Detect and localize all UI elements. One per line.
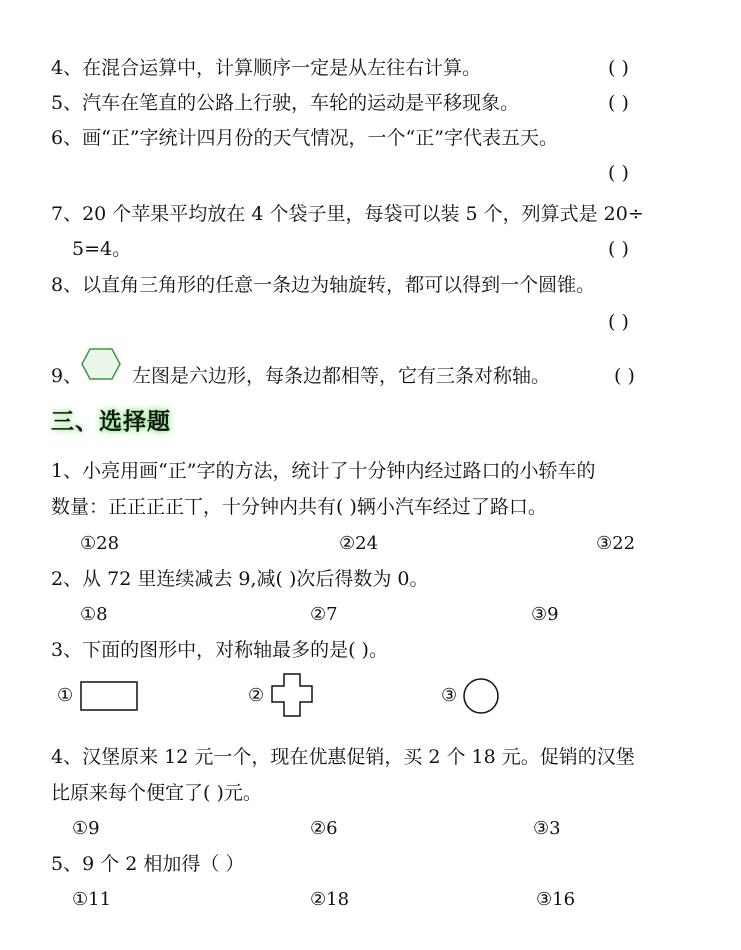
- choice-q1-line2: 数量：正正正正丅，十分钟内共有( )辆小汽车经过了路口。: [51, 496, 547, 518]
- judge-q9-num: 9、: [51, 365, 83, 387]
- choice-q5-text: 5、9 个 2 相加得（ ）: [51, 853, 245, 875]
- choice-q4-option-2: ②6: [310, 818, 338, 839]
- choice-q5-option-3: ③16: [536, 889, 576, 910]
- choice-q1-option-3: ③22: [596, 533, 636, 554]
- choice-q2-text: 2、从 72 里连续减去 9,减( )次后得数为 0。: [51, 568, 429, 590]
- judge-q5-paren: ( ): [608, 92, 629, 114]
- judge-q7-text: 7、20 个苹果平均放在 4 个袋子里，每袋可以装 5 个，列算式是 20÷: [51, 203, 644, 225]
- judge-q4-text: 4、在混合运算中，计算顺序一定是从左往右计算。: [51, 57, 482, 79]
- judge-q5-text: 5、汽车在笔直的公路上行驶，车轮的运动是平移现象。: [51, 92, 520, 114]
- choice-q2-option-1: ①8: [80, 604, 108, 625]
- judge-q8-paren: ( ): [608, 311, 629, 333]
- choice-q2-option-2: ②7: [310, 604, 338, 625]
- choice-q3-option-1: ①: [57, 685, 74, 706]
- choice-q3-option-3: ③: [441, 685, 458, 706]
- choice-q1-line1: 1、小亮用画“正”字的方法，统计了十分钟内经过路口的小轿车的: [51, 460, 596, 482]
- judge-q7-text2: 5=4。: [72, 238, 132, 260]
- judge-q6-paren: ( ): [608, 162, 629, 184]
- choice-q4-option-3: ③3: [533, 818, 561, 839]
- judge-q7-paren: ( ): [608, 238, 629, 260]
- choice-q1-option-1: ①28: [80, 533, 120, 554]
- section-three-heading: 三、选择题: [51, 408, 171, 435]
- choice-q3-option-2: ②: [248, 685, 265, 706]
- choice-q5-option-2: ②18: [310, 889, 350, 910]
- circle-icon: [462, 677, 502, 717]
- choice-q3-text: 3、下面的图形中，对称轴最多的是( )。: [51, 639, 388, 661]
- rectangle-icon: [80, 679, 140, 713]
- judge-q4-paren: ( ): [608, 57, 629, 79]
- choice-q1-option-2: ②24: [339, 533, 379, 554]
- judge-q6-text: 6、画“正”字统计四月份的天气情况，一个“正”字代表五天。: [51, 127, 558, 149]
- choice-q4-line2: 比原来每个便宜了( )元。: [51, 782, 262, 804]
- cross-icon: [270, 672, 316, 718]
- judge-q8-text: 8、以直角三角形的任意一条边为轴旋转，都可以得到一个圆锥。: [51, 274, 596, 296]
- judge-q9-paren: ( ): [614, 365, 635, 387]
- choice-q4-line1: 4、汉堡原来 12 元一个，现在优惠促销，买 2 个 18 元。促销的汉堡: [51, 746, 635, 768]
- choice-q2-option-3: ③9: [531, 604, 559, 625]
- choice-q5-option-1: ①11: [72, 889, 112, 910]
- judge-q9-text: 左图是六边形，每条边都相等，它有三条对称轴。: [132, 365, 551, 387]
- choice-q4-option-1: ①9: [72, 818, 100, 839]
- hexagon-icon: [80, 347, 122, 381]
